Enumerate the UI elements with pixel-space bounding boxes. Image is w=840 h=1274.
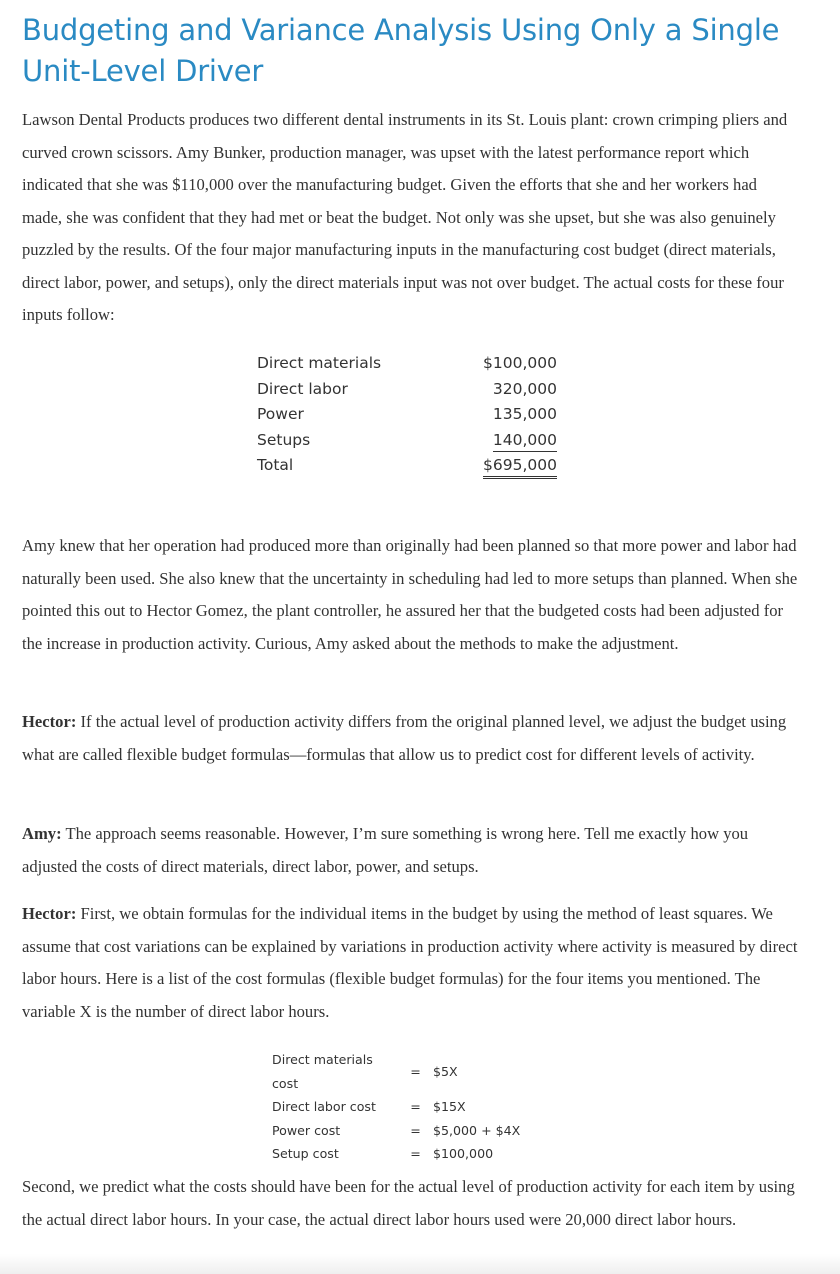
formula-value: $15X: [433, 1099, 466, 1114]
cost-amount: 320,000: [492, 379, 557, 398]
bottom-fade: [0, 1254, 840, 1274]
formula-label: Power cost: [272, 1122, 341, 1138]
cost-amount: 135,000: [492, 405, 557, 423]
flexible-budget-formulas-table: [272, 1048, 520, 1166]
table-row: [272, 1095, 520, 1119]
amy-dialogue: [22, 818, 798, 883]
cost-label: Direct materials: [257, 354, 382, 372]
table-row: [257, 377, 557, 403]
speaker-name: Hector:: [22, 904, 77, 923]
cost-label: Setups: [257, 430, 311, 449]
amy-knew-paragraph: Amy knew that her operation had produced more than originally had been planned so that more power and labor had naturally been used. She also knew that the uncertainty in scheduling had led to more setups than planned. When she pointed this out to Hector Gomez, the plant controller, he assured her that the budgeted costs had been adjusted for the increase in production activity. Curious, Amy asked about the methods to make the adjustment.: [22, 536, 798, 653]
speaker-name: Amy:: [22, 824, 62, 843]
table-row: [272, 1142, 520, 1166]
cost-amount: $100,000: [483, 354, 557, 372]
table-row: [257, 402, 557, 428]
cost-label: Power: [257, 405, 304, 423]
formula-value: $5X: [433, 1063, 458, 1079]
formula-label: Setup cost: [272, 1146, 339, 1161]
cost-amount: 140,000: [493, 430, 557, 452]
page-title: Budgeting and Variance Analysis Using Only a Single Unit-Level Driver: [22, 13, 780, 88]
formula-value: $5,000 + $4X: [433, 1122, 521, 1138]
formula-label: Direct materials cost: [272, 1052, 373, 1091]
speaker-name: Hector:: [22, 712, 77, 731]
formula-label: Direct labor cost: [272, 1099, 376, 1114]
formula-value: $100,000: [433, 1146, 494, 1161]
total-label: Total: [257, 456, 294, 475]
hector-dialogue-2: [22, 898, 798, 1028]
table-row: [257, 351, 557, 377]
cost-label: Direct labor: [257, 379, 348, 398]
second-step-paragraph: Second, we predict what the costs should have been for the actual level of production activity for each item by using the actual direct labor hours. In your case, the actual direct labor hours used were 20,000 direct labor hours.: [22, 1177, 795, 1229]
table-total-row: [257, 453, 557, 479]
total-amount: $695,000: [483, 455, 557, 479]
dialogue-text: First, we obtain formulas for the individual items in the budget by using the method of least squares. We assume that cost variations can be explained by variations in production activity where activity is measured by direct labor hours. Here is a list of the cost formulas (flexible budget formulas) for the four items you mentioned. The variable X is the number of direct labor hours.: [22, 904, 798, 1021]
dialogue-text: The approach seems reasonable. However, I’m sure something is wrong here. Tell me exactly how you adjusted the costs of direct materials, direct labor, power, and setups.: [22, 824, 749, 876]
dialogue-text: If the actual level of production activity differs from the original planned level, we adjust the budget using what are called flexible budget formulas—formulas that allow us to predict cost for different levels of activity.: [22, 712, 787, 764]
actual-costs-table: [257, 351, 557, 479]
equals-sign: =: [410, 1146, 421, 1161]
equals-sign: =: [410, 1122, 421, 1138]
equals-sign: =: [410, 1063, 421, 1079]
table-row: [272, 1119, 520, 1143]
equals-sign: =: [410, 1099, 421, 1114]
hector-dialogue-1: [22, 706, 798, 771]
table-row: [257, 428, 557, 454]
table-row: [272, 1048, 520, 1095]
intro-paragraph: Lawson Dental Products produces two different dental instruments in its St. Louis plant: crown crimping pliers and curved crown scissors. Amy Bunker, production manager, was upset with the latest performance report which indicated that she was $110,000 over the manufacturing budget. Given the efforts that she and her workers had made, she was confident that they had met or beat the budget. Not only was she upset, but she was also genuinely puzzled by the results. Of the four major manufacturing inputs in the manufacturing cost budget (direct materials, direct labor, power, and setups), only the direct materials input was not over budget. The actual costs for these four inputs follow:: [22, 110, 788, 324]
